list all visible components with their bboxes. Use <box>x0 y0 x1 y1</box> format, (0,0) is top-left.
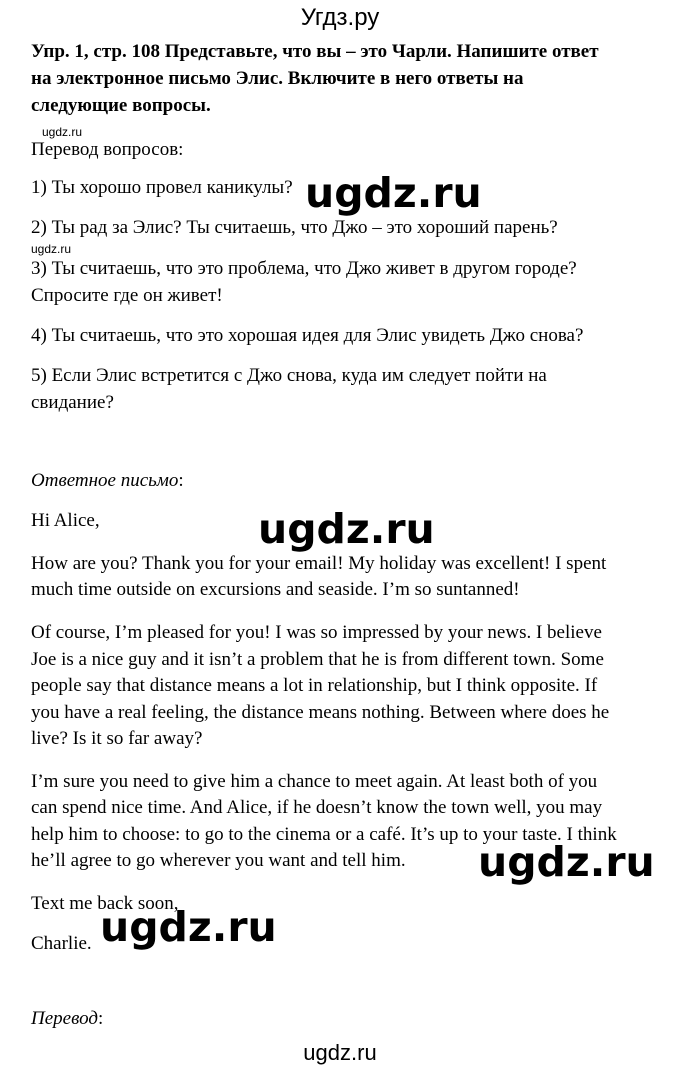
letter-line: much time outside on excursions and seaside. I’m so suntanned! <box>31 579 520 600</box>
task-line-1: Упр. 1, стр. 108 Представьте, что вы – это Чарли. Напишите ответ <box>31 41 599 62</box>
letter-greeting: Hi Alice, <box>31 510 100 531</box>
question-item: свидание? <box>31 392 114 413</box>
translation-heading <box>31 1008 103 1030</box>
footer-watermark: ugdz.ru <box>303 1040 377 1065</box>
letter-line: you have a real feeling, the distance means nothing. Between where does he <box>31 702 610 723</box>
letter-line: I’m sure you need to give him a chance to meet again. At least both of you <box>31 771 598 792</box>
letter-line: How are you? Thank you for your email! My holiday was excellent! I spent <box>31 553 607 574</box>
questions-heading: Перевод вопросов: <box>31 139 184 160</box>
question-item: 4) Ты считаешь, что это хорошая идея для Элис увидеть Джо снова? <box>31 325 584 346</box>
question-item: 1) Ты хорошо провел каникулы? <box>31 177 293 198</box>
watermark: ugdz.ru <box>100 903 277 951</box>
letter-line: he’ll agree to go wherever you want and tell him. <box>31 850 406 871</box>
question-item: 3) Ты считаешь, что это проблема, что Джо живет в другом городе? <box>31 258 577 279</box>
watermark: ugdz.ru <box>305 169 482 217</box>
watermark-small: ugdz.ru <box>42 125 83 139</box>
letter-line: live? Is it so far away? <box>31 728 203 749</box>
letter-closing: Text me back soon, <box>31 893 179 914</box>
letter-signature: Charlie. <box>31 933 92 954</box>
question-item: Спросите где он живет! <box>31 285 223 306</box>
letter-line: can spend nice time. And Alice, if he doesn’t know the town well, you may <box>31 797 603 818</box>
question-item: 2) Ты рад за Элис? Ты считаешь, что Джо – это хороший парень? <box>31 217 558 238</box>
task-line-2: на электронное письмо Элис. Включите в него ответы на <box>31 68 524 89</box>
watermark-small: ugdz.ru <box>31 242 72 256</box>
letter-line: Joe is a nice guy and it isn’t a problem that he is from different town. Some <box>31 649 604 670</box>
reply-heading-colon: : <box>178 470 184 491</box>
watermark: ugdz.ru <box>478 838 655 886</box>
letter-line: people say that distance means a lot in relationship, but I think opposite. If <box>31 675 598 696</box>
letter-line: help him to choose: to go to the cinema or a café. It’s up to your taste. I think <box>31 824 617 845</box>
reply-heading <box>31 470 184 492</box>
translation-heading-text: Перевод <box>31 1008 98 1029</box>
site-title: Угдз.ру <box>300 4 380 31</box>
question-item: 5) Если Элис встретится с Джо снова, куда им следует пойти на <box>31 365 547 386</box>
reply-heading-text: Ответное письмо <box>31 470 179 491</box>
task-line-3: следующие вопросы. <box>31 95 211 116</box>
watermark: ugdz.ru <box>258 505 435 553</box>
letter-line: Of course, I’m pleased for you! I was so impressed by your news. I believe <box>31 622 602 643</box>
translation-heading-colon: : <box>97 1008 104 1029</box>
